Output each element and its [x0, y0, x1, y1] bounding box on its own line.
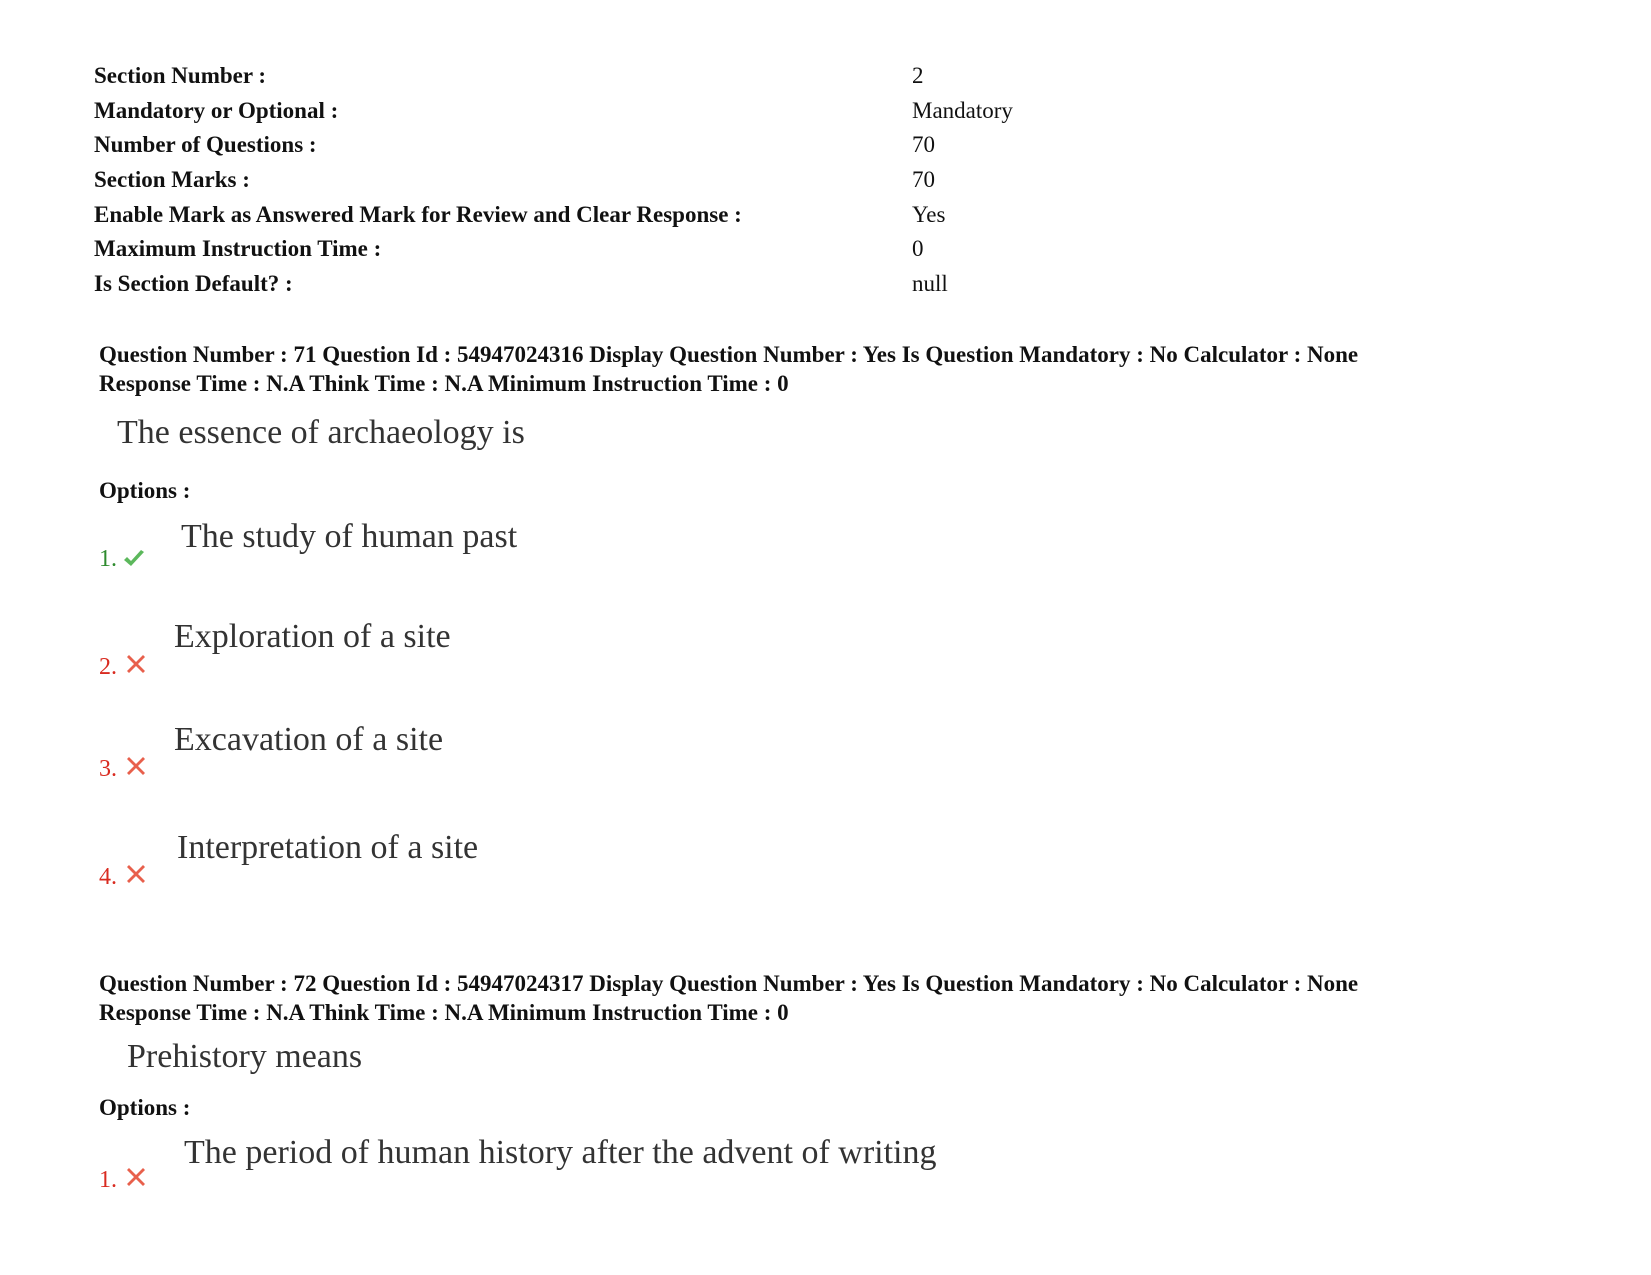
option-number: 3. — [99, 756, 117, 782]
meta-value: 70 — [912, 132, 935, 158]
option-number: 1. — [99, 1167, 117, 1193]
meta-label: Mandatory or Optional : — [94, 97, 339, 123]
option-number: 4. — [99, 864, 117, 890]
meta-label: Enable Mark as Answered Mark for Review and Clear Response : — [94, 201, 742, 227]
meta-value: Yes — [912, 201, 946, 227]
cross-icon — [124, 1165, 148, 1189]
option-number: 1. — [99, 546, 117, 572]
option-text[interactable]: The period of human history after the advent of writing — [184, 1134, 937, 1171]
cross-icon — [124, 862, 148, 886]
meta-value: null — [912, 270, 948, 296]
question-header-line1: Question Number : 71 Question Id : 54947024316 Display Question Number : Yes Is Question Mandatory : No Calculator : None — [99, 342, 1359, 367]
meta-value: 2 — [912, 63, 924, 89]
meta-label: Section Marks : — [94, 167, 250, 193]
options-label: Options : — [99, 1095, 191, 1120]
question-count-row — [94, 128, 1013, 163]
enable-mark-row — [94, 197, 1013, 232]
mandatory-row — [94, 94, 1013, 129]
question-header — [99, 969, 1599, 1027]
meta-value: 0 — [912, 236, 924, 262]
meta-label: Number of Questions : — [94, 132, 317, 158]
question-header-line2: Response Time : N.A Think Time : N.A Minimum Instruction Time : 0 — [99, 1000, 789, 1025]
option-number: 2. — [99, 654, 117, 680]
meta-value: Mandatory — [912, 97, 1013, 123]
check-icon — [122, 547, 146, 571]
question-text: The essence of archaeology is — [117, 414, 525, 451]
option-text[interactable]: Interpretation of a site — [177, 829, 479, 866]
section-number-row — [94, 59, 1013, 94]
cross-icon — [124, 754, 148, 778]
question-header-line1: Question Number : 72 Question Id : 54947024317 Display Question Number : Yes Is Question Mandatory : No Calculator : None — [99, 971, 1359, 996]
meta-label: Maximum Instruction Time : — [94, 236, 382, 262]
instruction-time-row — [94, 232, 1013, 267]
section-default-row — [94, 267, 1013, 302]
option-text[interactable]: Excavation of a site — [174, 721, 444, 758]
question-header — [99, 340, 1599, 398]
section-info-table — [94, 59, 1013, 301]
cross-icon — [124, 652, 148, 676]
meta-value: 70 — [912, 167, 935, 193]
option-text[interactable]: Exploration of a site — [174, 618, 451, 655]
meta-label: Section Number : — [94, 63, 267, 89]
section-marks-row — [94, 163, 1013, 198]
option-text[interactable]: The study of human past — [181, 518, 518, 555]
meta-label: Is Section Default? : — [94, 270, 293, 296]
question-header-line2: Response Time : N.A Think Time : N.A Minimum Instruction Time : 0 — [99, 371, 789, 396]
options-label: Options : — [99, 478, 191, 503]
question-text: Prehistory means — [127, 1038, 363, 1075]
